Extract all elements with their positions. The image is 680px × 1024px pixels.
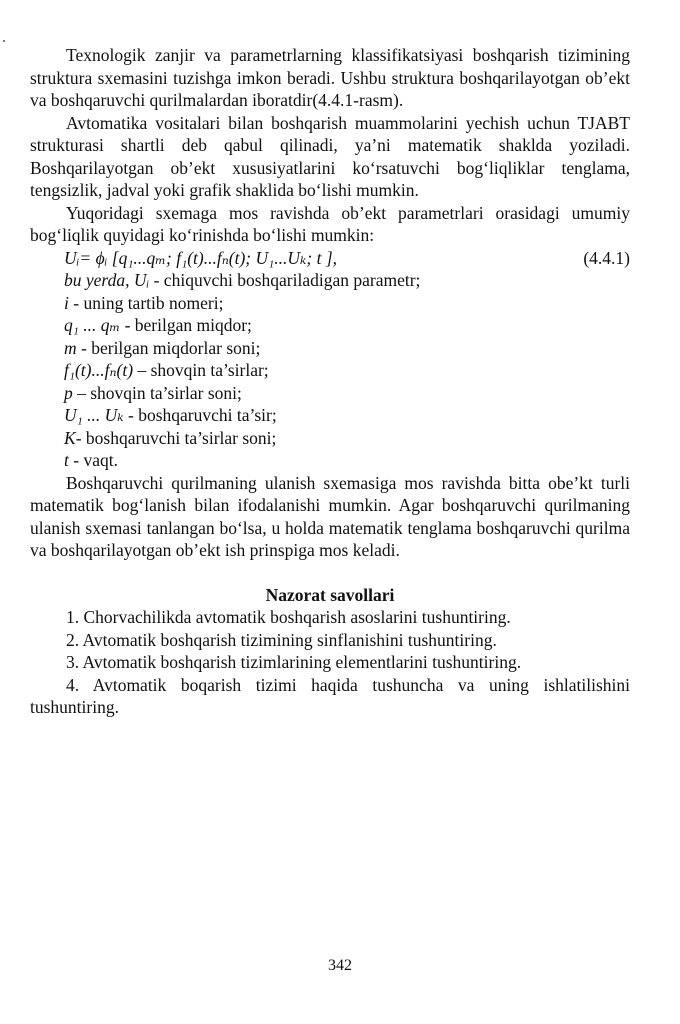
definition-item [30,449,630,472]
definition-symbol: m [64,337,77,358]
definition-symbol: U₁ ... Uₖ [64,405,124,425]
page-content [30,44,630,719]
definition-item [30,292,630,315]
formula-expression: Uᵢ= ϕᵢ [q₁...qₘ; f₁(t)...fₙ(t); U₁...Uₖ; t ], [64,247,338,268]
definition-text: - boshqaruvchi ta’sir; [123,405,277,425]
definition-text: – shovqin ta’sirlar; [133,360,269,380]
definition-item [30,337,630,360]
definition-item [30,404,630,427]
scan-speck [3,40,5,42]
definition-text: - berilgan miqdor; [120,315,252,335]
question-item: 3. Avtomatik boshqarish tizimlarining elementlarini tushuntiring. [66,652,522,672]
question-item: 1. Chorvachilikda avtomatik boshqarish asoslarini tushuntiring. [66,607,511,627]
definition-item [30,314,630,337]
paragraph-3: Yuqoridagi sxemaga mos ravishda ob’ekt parametrlari orasidagi umumiy bog‘liqlik quyidagi ko‘rinishda bo‘lishi mumkin: [30,202,630,245]
definition-symbol: K [64,427,76,448]
paragraph-1: Texnologik zanjir va parametrlarning klassifikatsiyasi boshqarish tizimining struktura sxemasini tuzishga imkon beradi. Ushbu struktura boshqarilayotgan ob’ekt va boshqaruvchi qurilmalardan iboratdir(4.4.1-rasm). [30,45,630,110]
definition-symbol: t [64,450,69,470]
definition-symbol: q₁ ... qₘ [64,315,121,335]
question-item: 2. Avtomatik boshqarish tizimining sinflanishini tushuntiring. [66,629,497,650]
definition-text: - berilgan miqdorlar soni; [76,337,261,358]
definition-text: – shovqin ta’sirlar soni; [72,382,242,403]
definition-text: - boshqaruvchi ta’sirlar soni; [75,427,277,448]
definition-item [30,359,630,382]
definition-text: - vaqt. [68,450,118,470]
definition-symbol: i [64,292,69,313]
definition-text: - uning tartib nomeri; [68,292,224,313]
definition-symbol: p [64,382,73,403]
definition-item [30,427,630,450]
formula-number: (4.4.1) [583,247,630,268]
question-item: 4. Avtomatik boqarish tizimi haqida tushuncha va uning ishlatilishini tushuntiring. [30,674,630,717]
paragraph-4: Boshqaruvchi qurilmaning ulanish sxemasiga mos ravishda bitta obe’kt turli matematik bog‘lanish bilan ifodalanishi mumkin. Agar boshqaruvchi qurilmaning ulanish sxemasi tanlangan bo‘lsa, u holda matematik tenglama boshqaruvchi qurilma va boshqarilayotgan ob’ekt ish prinspiga mos keladi. [30,472,630,560]
definition-list [30,269,630,472]
question-list [30,606,630,719]
definition-symbol: bu yerda, Uᵢ [64,270,150,290]
definition-symbol: f₁(t)...fₙ(t) [64,360,134,380]
definition-item [30,382,630,405]
definition-item [30,269,630,292]
page-number: 342 [328,957,352,974]
definition-text: - chiquvchi boshqariladigan parametr; [149,270,421,290]
section-title: Nazorat savollari [265,584,395,605]
paragraph-2: Avtomatika vositalari bilan boshqarish muammolarini yechish uchun TJABT strukturasi shartli deb qabul qilinadi, ya’ni matematik shaklda yoziladi. Boshqarilayotgan ob’ekt xususiyatlarini ko‘rsatuvchi bog‘liqliklar tenglama, tengsizlik, jadval yoki grafik shaklida bo‘lishi mumkin. [30,112,630,200]
formula-4-4-1 [30,247,630,270]
